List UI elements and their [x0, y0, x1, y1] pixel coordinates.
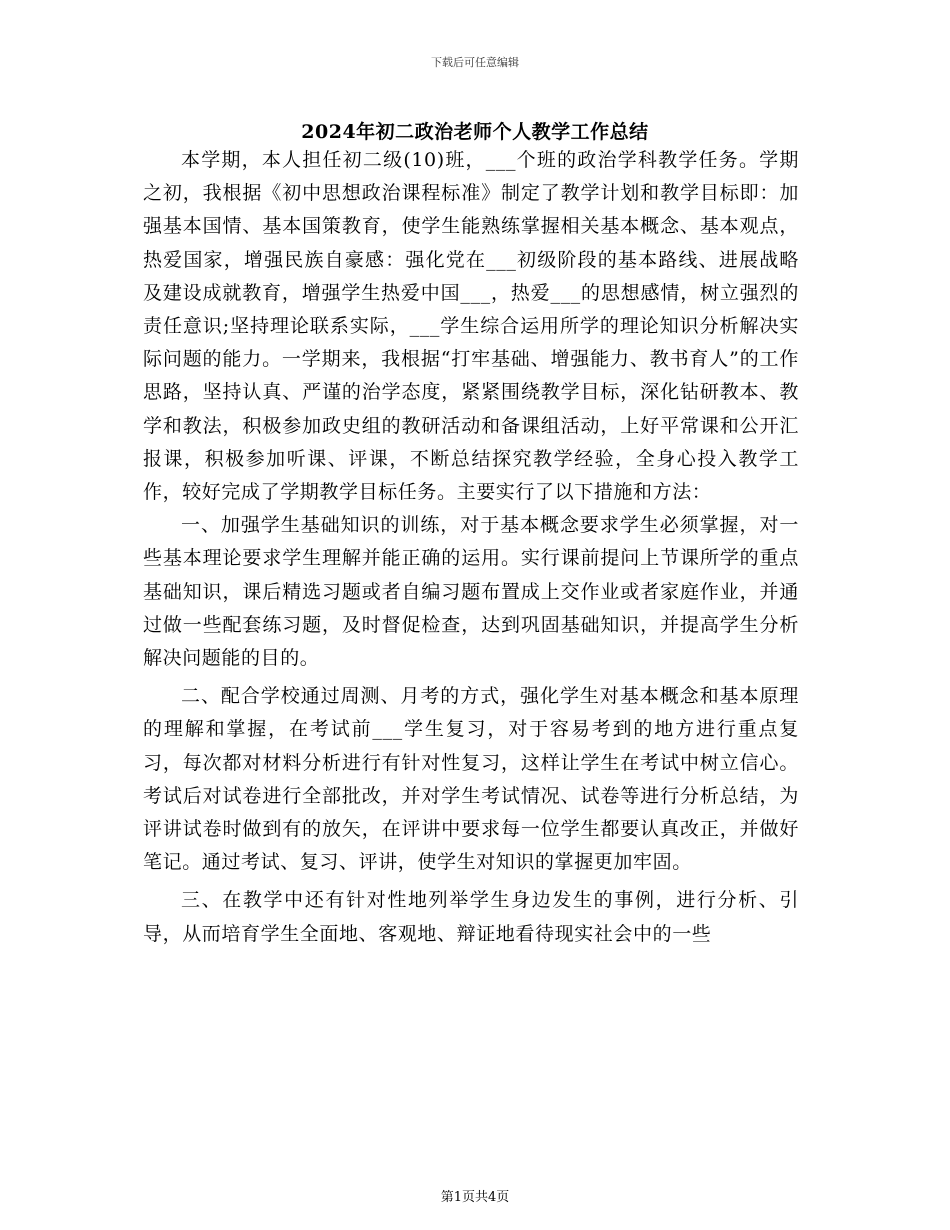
paragraph-intro: 本学期，本人担任初二级(10)班，___个班的政治学科教学任务。学期之初，我根据《初中思想政治课程标准》制定了教学计划和教学目标即：加强基本国情、基本国策教育，使学生能熟练掌握相关基本概念、基本观点，热爱国家，增强民族自豪感：强化党在___初级阶段的基本路线、进展战略及建设成就教育，增强学生热爱中国___，热爱___的思想感情，树立强烈的责任意识;坚持理论联系实际，___学生综合运用所学的理论知识分析解决实际问题的能力。一学期来，我根据“打牢基础、增强能力、教书育人”的工作思路，坚持认真、严谨的治学态度，紧紧围绕教学目标，深化钻研教本、教学和教法，积极参加政史组的教研活动和备课组活动，上好平常课和公开汇报课，积极参加听课、评课，不断总结探究教学经验，全身心投入教学工作，较好完成了学期教学目标任务。主要实行了以下措施和方法：	[143, 149, 799, 504]
paragraph-measure-2: 二、配合学校通过周测、月考的方式，强化学生对基本概念和基本原理的理解和掌握，在考试前___学生复习，对于容易考到的地方进行重点复习，每次都对材料分析进行有针对性复习，这样让学生在考试中树立信心。考试后对试卷进行全部批改，并对学生考试情况、试卷等进行分析总结，为评讲试卷时做到有的放矢，在评讲中要求每一位学生都要认真改正，并做好笔记。通过考试、复习、评讲，使学生对知识的掌握更加牢固。	[143, 685, 799, 874]
page-number-footer: 第1页共4页	[440, 1190, 510, 1205]
document-title: 2024年初二政治老师个人教学工作总结	[301, 121, 649, 143]
paragraph-measure-3: 三、在教学中还有针对性地列举学生身边发生的事例，进行分析、引导，从而培育学生全面地、客观地、辩证地看待现实社会中的一些	[143, 889, 799, 945]
document-body	[143, 144, 799, 951]
paragraph-measure-1: 一、加强学生基础知识的训练，对于基本概念要求学生必须掌握，对一些基本理论要求学生理解并能正确的运用。实行课前提问上节课所学的重点基础知识，课后精选习题或者自编习题布置成上交作业或者家庭作业，并通过做一些配套练习题，及时督促检查，达到巩固基础知识，并提高学生分析解决问题能的目的。	[143, 514, 799, 670]
download-edit-note: 下载后可任意编辑	[431, 56, 519, 69]
